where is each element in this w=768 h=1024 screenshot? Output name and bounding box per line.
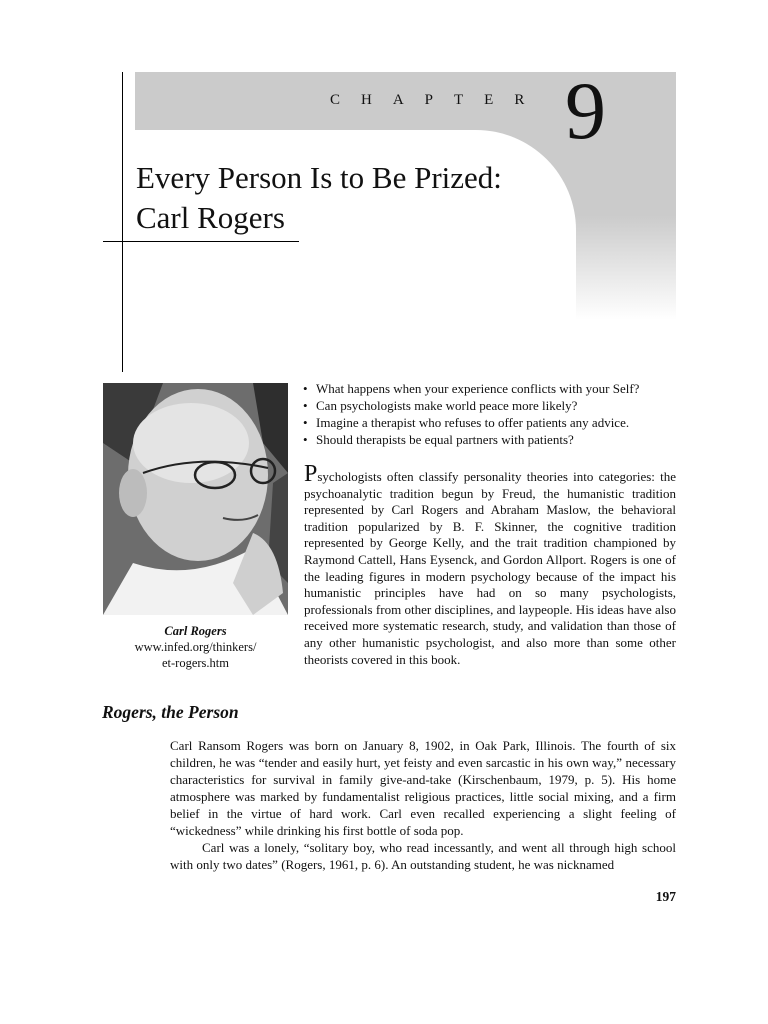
question-item [303,380,683,397]
question-item [303,414,683,431]
chapter-title [136,158,502,238]
drop-cap: P [304,461,318,487]
photo-caption [103,623,288,671]
chapter-title-line2: Carl Rogers [136,200,285,235]
chapter-label: CHAPTER [330,92,546,108]
vertical-rule [122,72,123,372]
question-text: Imagine a therapist who refuses to offer patients any advice. [316,415,630,430]
caption-name: Carl Rogers [164,624,227,638]
section-heading: Rogers, the Person [102,702,239,722]
caption-url-line1: www.infed.org/thinkers/ [134,640,257,654]
bullet-icon: • [303,381,308,396]
question-text: Should therapists be equal partners with patients? [316,432,574,447]
body-paragraph-2: Carl was a lonely, “solitary boy, who read incessantly, and went all through high school with only two dates” (Rogers, 1961, p. 6). An outstanding student, he was nicknamed [170,840,676,872]
section-body [170,737,676,873]
caption-url-line2: et-rogers.htm [162,656,229,670]
page-number: 197 [655,889,676,904]
bullet-icon: • [303,398,308,413]
question-text: Can psychologists make world peace more likely? [316,398,578,413]
chapter-questions [303,380,683,448]
bullet-icon: • [303,432,308,447]
body-paragraph-1: Carl Ransom Rogers was born on January 8, 1902, in Oak Park, Illinois. The fourth of six children, he was “tender and easily hurt, yet feisty and even sarcastic in his own way,” necessary characteristics for survival in family give-and-take (Kirschenbaum, 1979, p. 5). His home atmosphere was marked by fundamentalist religious practices, little social mixing, and a firm belief in the virtue of hard work. Carl even recalled experiencing a slight feeling of “wickedness” while drinking his first bottle of soda pop. [170,738,676,838]
bullet-icon: • [303,415,308,430]
question-text: What happens when your experience conflicts with your Self? [316,381,640,396]
title-underline [103,241,299,242]
question-item [303,431,683,448]
carl-rogers-photo [103,383,288,615]
chapter-number: 9 [565,65,606,156]
intro-text: sychologists often classify personality theories into categories: the psychoanalytic tradition begun by Freud, the humanistic tradition represented by Carl Rogers and Abraham Maslow, the behavioral tradition popularized by B. F. Skinner, the cognitive tradition represented by George Kelly, and the trait tradition championed by Raymond Cattell, Hans Eysenck, and Gordon Allport. Rogers is one of the leading figures in modern psychology because of the impact his humanistic principles have had on so many psychologists, professionals from other disciplines, and laypeople. His ideas have also received more systematic research, study, and validation than those of any other humanistic psychologist, and also more than some other theorists covered in this book. [304,469,676,667]
intro-paragraph [304,461,676,668]
chapter-title-line1: Every Person Is to Be Prized: [136,160,502,195]
question-item [303,397,683,414]
portrait-illustration [103,383,288,615]
